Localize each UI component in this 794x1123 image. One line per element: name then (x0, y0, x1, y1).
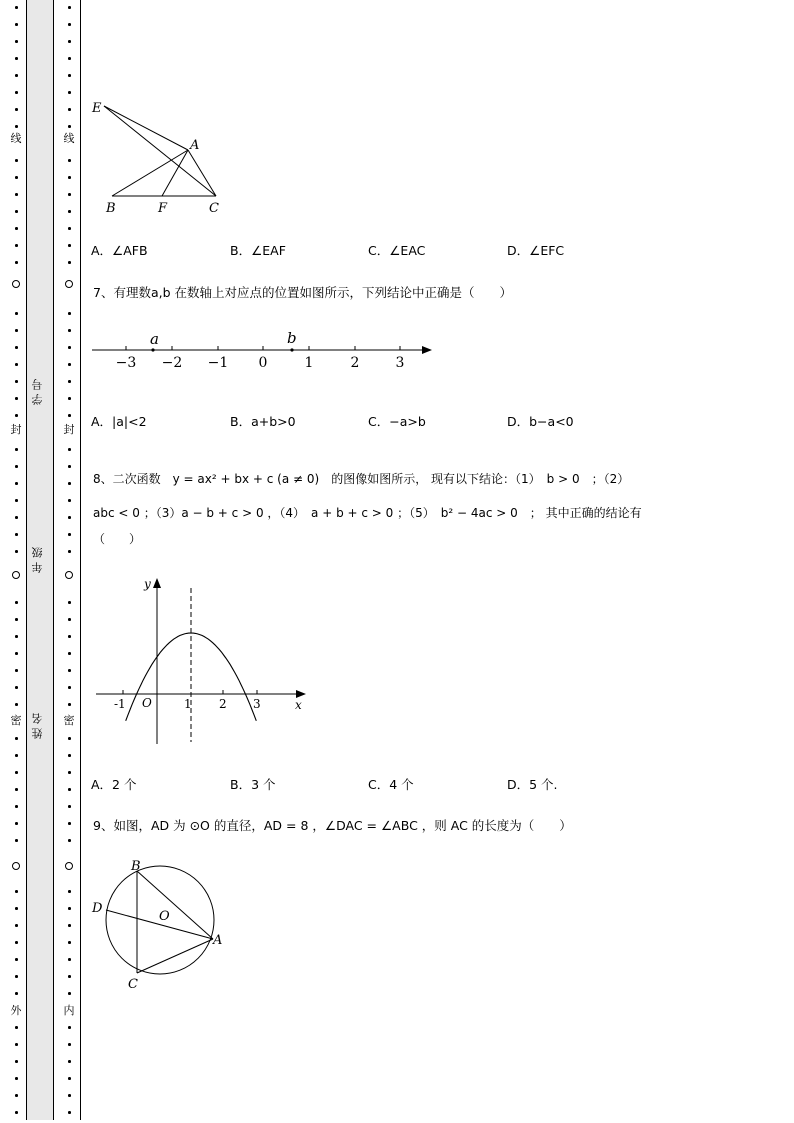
margin-dot (68, 125, 71, 128)
margin-dot (68, 941, 71, 944)
triangle-figure (88, 96, 228, 220)
label-A: A (190, 138, 200, 153)
margin-dot (15, 805, 18, 808)
outer-label-feng: 封 (10, 423, 22, 436)
margin-dot (68, 227, 71, 230)
margin-dot (68, 516, 71, 519)
margin-dot (68, 397, 71, 400)
margin-dot (68, 703, 71, 706)
margin-dot (68, 1094, 71, 1097)
tick-label: 2 (350, 355, 360, 371)
margin-ring (65, 862, 73, 870)
margin-ring (12, 862, 20, 870)
margin-dot (68, 346, 71, 349)
tick-label: 2 (219, 697, 227, 711)
margin-dot (15, 550, 18, 553)
name-label: 姓名 (31, 709, 44, 739)
margin-dot (68, 210, 71, 213)
margin-dot (68, 1077, 71, 1080)
margin-dot (68, 1111, 71, 1114)
margin-dot (68, 788, 71, 791)
margin-dot (15, 635, 18, 638)
margin-dot (68, 1043, 71, 1046)
label-C: C (209, 201, 219, 216)
point-a-label: a (150, 330, 159, 348)
margin-dot (15, 414, 18, 417)
margin-dot (15, 788, 18, 791)
label-D: D (92, 901, 103, 916)
margin-dot (68, 771, 71, 774)
label-O: O (159, 909, 170, 924)
margin-ring (12, 280, 20, 288)
margin-dot (68, 805, 71, 808)
margin-dot (68, 312, 71, 315)
margin-dot (15, 822, 18, 825)
margin-dot (68, 890, 71, 893)
margin-dot (15, 652, 18, 655)
margin-dot (15, 771, 18, 774)
margin-dot (15, 992, 18, 995)
outer-label-xian: 线 (10, 132, 22, 145)
margin-dot (15, 465, 18, 468)
margin-dot (15, 1043, 18, 1046)
tick-label: 0 (258, 355, 268, 371)
margin-dot (68, 40, 71, 43)
margin-dot (15, 363, 18, 366)
margin-dot (68, 414, 71, 417)
margin-dot (15, 703, 18, 706)
label-B: B (131, 859, 141, 874)
q7-option-b: B．a+b>0 (230, 414, 296, 429)
margin-dot (68, 176, 71, 179)
margin-dot (68, 992, 71, 995)
margin-dot (15, 737, 18, 740)
margin-dot (68, 499, 71, 502)
q6-option-c: C．∠EAC (368, 243, 426, 258)
margin-dot (15, 40, 18, 43)
margin-dot (68, 635, 71, 638)
margin-dot (68, 1060, 71, 1063)
margin-dot (15, 346, 18, 349)
margin-dot (15, 907, 18, 910)
margin-dot (15, 1077, 18, 1080)
student-id-label: 学号 (31, 375, 44, 405)
margin-dot (68, 618, 71, 621)
margin-dot (15, 448, 18, 451)
margin-dot (15, 1111, 18, 1114)
margin-dot (15, 533, 18, 536)
margin-dot (15, 499, 18, 502)
margin-dot (68, 839, 71, 842)
margin-dot (15, 91, 18, 94)
margin-dot (15, 1026, 18, 1029)
margin-ring (12, 571, 20, 579)
margin-dot (15, 329, 18, 332)
q9-stem: 9、如图，AD 为 ⊙O 的直径，AD = 8 ，∠DAC = ∠ABC ，则 AC 的长度为（ ） (93, 818, 572, 833)
margin-dot (15, 23, 18, 26)
point-b-label: b (287, 329, 297, 347)
margin-dot (15, 686, 18, 689)
margin-dot (68, 601, 71, 604)
margin-dot (15, 193, 18, 196)
q7-option-a: A．|a|<2 (91, 414, 147, 429)
margin-dot (15, 516, 18, 519)
margin-dot (15, 74, 18, 77)
margin-dot (15, 975, 18, 978)
q7-stem: 7、有理数a,b 在数轴上对应点的位置如图所示，下列结论中正确是（ ） (93, 285, 512, 300)
margin-dot (15, 380, 18, 383)
margin-dot (68, 261, 71, 264)
label-E: E (92, 101, 102, 116)
q6-option-a: A．∠AFB (91, 243, 148, 258)
margin-dot (15, 227, 18, 230)
margin-ring (65, 571, 73, 579)
margin-dot (68, 924, 71, 927)
margin-dot (68, 907, 71, 910)
margin-dot (15, 618, 18, 621)
margin-dot (68, 975, 71, 978)
parabola-graph (92, 572, 314, 748)
margin-dot (15, 6, 18, 9)
number-line (88, 328, 438, 374)
margin-dot (68, 669, 71, 672)
tick-label: 3 (395, 355, 405, 371)
label-F: F (158, 201, 168, 216)
q8-option-a: A．2 个 (91, 777, 137, 792)
tick-label: −1 (207, 355, 229, 371)
tick-label: -1 (114, 697, 126, 711)
margin-dot (68, 686, 71, 689)
margin-dot (68, 533, 71, 536)
tick-label: −2 (161, 355, 183, 371)
q6-option-b: B．∠EAF (230, 243, 286, 258)
margin-dot (15, 397, 18, 400)
label-B: B (106, 201, 116, 216)
margin-dot (15, 312, 18, 315)
margin-dot (15, 839, 18, 842)
margin-dot (15, 244, 18, 247)
margin-dot (68, 244, 71, 247)
tick-label: 1 (184, 697, 192, 711)
margin-dot (15, 890, 18, 893)
inner-label-nei: 内 (63, 1004, 75, 1017)
margin-dot (68, 448, 71, 451)
tick-label: −3 (115, 355, 137, 371)
x-axis-label: x (295, 698, 302, 712)
margin-dot (68, 652, 71, 655)
q8-stem-line2: abc < 0 ；（3）a − b + c > 0 ，（4） a + b + c > 0 ；（5） b² − 4ac > 0 ； 其中正确的结论有 (93, 506, 642, 520)
q8-option-c: C．4 个 (368, 777, 414, 792)
margin-dot (15, 669, 18, 672)
margin-dot (15, 1060, 18, 1063)
margin-dot (68, 74, 71, 77)
label-A: A (213, 933, 223, 948)
margin-dot (15, 261, 18, 264)
circle-figure (88, 858, 228, 994)
inner-label-xian: 线 (63, 132, 75, 145)
margin-dot (68, 482, 71, 485)
inner-cut-line (80, 0, 81, 1120)
margin-dot (68, 958, 71, 961)
q7-option-c: C．−a>b (368, 414, 426, 429)
margin-dot (15, 1094, 18, 1097)
q7-option-d: D．b−a<0 (507, 414, 574, 429)
inner-label-mi: 密 (63, 714, 75, 727)
inner-label-feng: 封 (63, 423, 75, 436)
q8-option-d: D．5 个. (507, 777, 558, 792)
margin-dot (68, 550, 71, 553)
margin-dot (15, 159, 18, 162)
y-axis-label: y (144, 577, 151, 591)
q6-option-d: D．∠EFC (507, 243, 565, 258)
label-C: C (128, 977, 138, 992)
margin-dot (68, 329, 71, 332)
margin-dot (68, 363, 71, 366)
grade-label: 年级 (31, 543, 44, 573)
outer-label-mi: 密 (10, 714, 22, 727)
q8-stem-line3: （ ） (93, 532, 142, 546)
margin-dot (68, 465, 71, 468)
margin-dot (68, 737, 71, 740)
margin-dot (68, 159, 71, 162)
margin-dot (15, 482, 18, 485)
q8-option-b: B．3 个 (230, 777, 276, 792)
margin-dot (68, 380, 71, 383)
margin-dot (68, 1026, 71, 1029)
margin-dot (15, 601, 18, 604)
margin-dot (68, 822, 71, 825)
margin-dot (68, 108, 71, 111)
origin-label: O (142, 696, 152, 710)
tick-label: 1 (304, 355, 314, 371)
margin-dot (15, 108, 18, 111)
margin-dot (68, 57, 71, 60)
margin-dot (68, 754, 71, 757)
margin-dot (15, 924, 18, 927)
outer-label-wai: 外 (10, 1004, 22, 1017)
margin-dot (15, 125, 18, 128)
margin-dot (15, 958, 18, 961)
margin-dot (68, 23, 71, 26)
margin-dot (15, 754, 18, 757)
margin-dot (15, 176, 18, 179)
margin-dot (68, 91, 71, 94)
margin-dot (15, 210, 18, 213)
margin-dot (68, 193, 71, 196)
margin-dot (15, 941, 18, 944)
q8-stem-line1: 8、二次函数 y = ax² + bx + c (a ≠ 0) 的图像如图所示， 现有以下结论：（1） b > 0 ；（2） (93, 472, 630, 486)
margin-dot (15, 57, 18, 60)
margin-dot (68, 6, 71, 9)
tick-label: 3 (253, 697, 261, 711)
margin-ring (65, 280, 73, 288)
